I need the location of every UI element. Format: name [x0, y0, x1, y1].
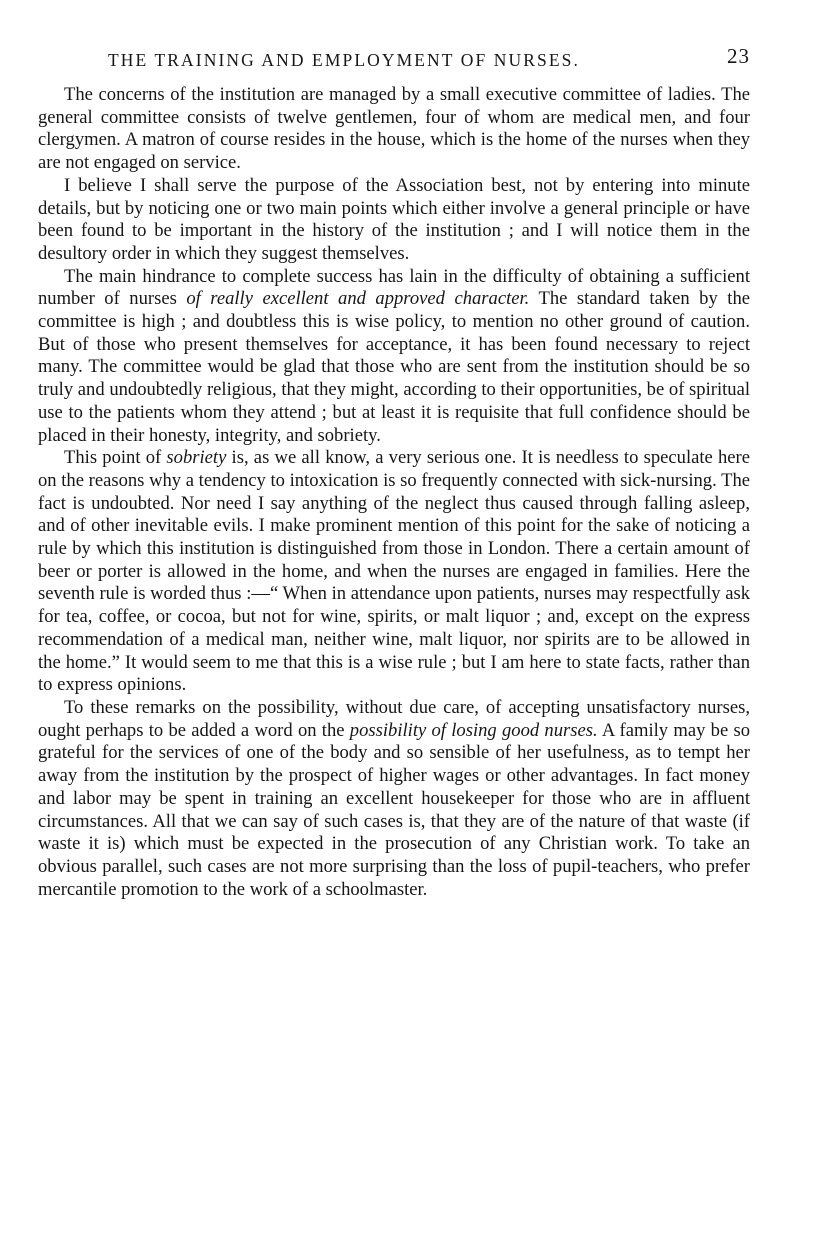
paragraph-2: I believe I shall serve the purpose of the Association best, not by entering into minute details, but by noticing one or two main points which either involve a general principle or have been found to be important in the history of the institution ; and I will notice them in the desultory order in which they suggest themselves.	[38, 174, 750, 264]
body-text	[38, 84, 750, 901]
paragraph-3	[38, 266, 750, 448]
paragraph-5-text-c: A family may be so grateful for the services of one of the body and so sensible of her usefulness, as to tempt her away from the institution by the prospect of higher wages or other advantages. In fact money and labor may be spent in training an excellent housekeeper for those who are in affluent circumstances. All that we can say of such cases is, that they are of the nature of that waste (if waste it is) which must be expected in the prosecution of any Christian work. To take an obvious parallel, such cases are not more surprising than the loss of pupil-teachers, who prefer mercantile promotion to the work of a schoolmaster.	[38, 719, 750, 900]
paragraph-5-text-a: To these remarks on the possibility, without due care, of accepting unsatisfactory nurses, ought perhaps to be added a word on the	[38, 696, 750, 741]
book-page	[38, 40, 750, 901]
paragraph-4-text-c: is, as we all know, a very serious one. It is needless to speculate here on the reasons why a tendency to intoxication is so frequently connected with sick-nursing. The fact is undoubted. Nor need I say anything of the neglect thus caused through falling asleep, and of other inevitable evils. I make prominent mention of this point for the sake of noticing a rule by which this institution is distinguished from those in London. There a certain amount of beer or porter is allowed in the home, and when the nurses are engaged in families. Here the seventh rule is worded thus :—“ When in attendance upon patients, nurses may respectfully ask for tea, coffee, or cocoa, but not for wine, spirits, or malt liquor ; and, except on the express recommendation of a medical man, neither wine, malt liquor, nor spirits are to be allowed in the home.” It would seem to me that this is a wise rule ; but I am here to state facts, rather than to express opinions.	[38, 447, 750, 696]
paragraph-5	[38, 697, 750, 901]
paragraph-4-italic: sobriety	[166, 447, 227, 469]
running-title: THE TRAINING AND EMPLOYMENT OF NURSES.	[108, 50, 580, 70]
paragraph-5-italic: possibility of losing good nurses.	[349, 719, 598, 741]
paragraph-3-text-c: The standard taken by the committee is high ; and doubtless this is wise policy, to mention no other ground of caution. But of those who present themselves for acceptance, it has been found necessary to reject many. The committee would be glad that those who are sent from the institution should be so truly and undoubtedly religious, that they might, according to their opportunities, be of spiritual use to the patients whom they attend ; but at least it is requisite that full confidence should be placed in their honesty, integrity, and sobriety.	[38, 288, 750, 446]
paragraph-1: The concerns of the institution are managed by a small executive committee of ladies. The general committee consists of twelve gentlemen, four of whom are medical men, and four clergymen. A matron of course resides in the house, which is the home of the nurses when they are not engaged on service.	[38, 84, 750, 174]
page-number: 23	[727, 44, 750, 68]
running-head	[38, 40, 750, 74]
paragraph-4-text-a: This point of	[64, 447, 167, 469]
paragraph-3-text-a: The main hindrance to complete success has lain in the difficulty of obtaining a sufficient number of nurses	[38, 265, 750, 310]
paragraph-4	[38, 447, 750, 697]
paragraph-3-italic: of really excellent and approved character.	[186, 288, 530, 310]
